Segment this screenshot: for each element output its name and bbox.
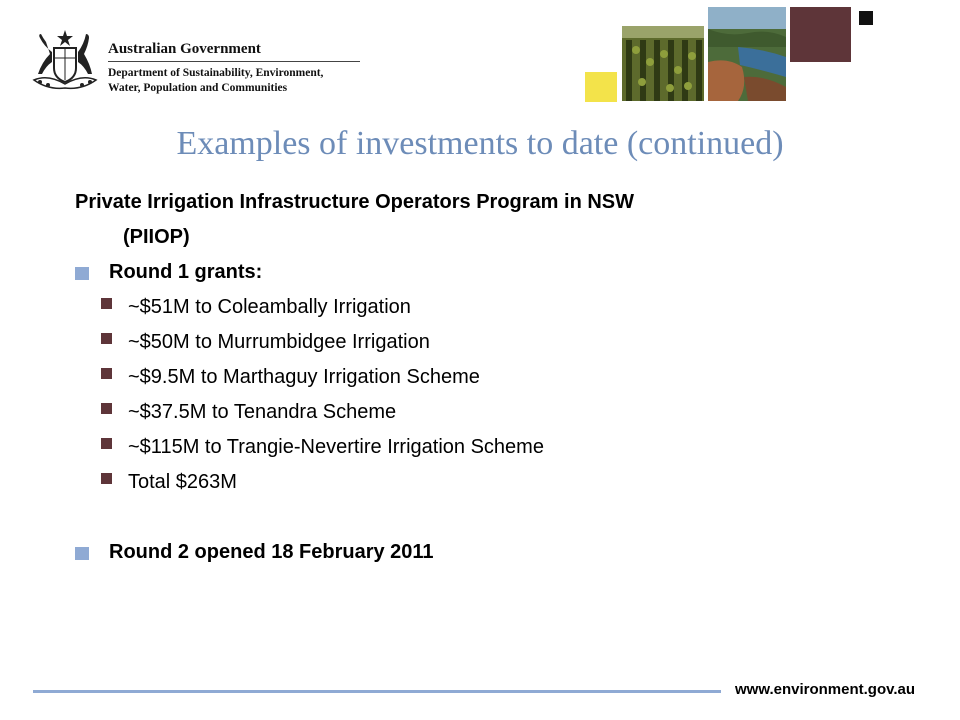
grant-text: ~$51M to Coleambally Irrigation: [128, 296, 411, 318]
river-photo: [708, 7, 786, 101]
grant-text: ~$115M to Trangie-Nevertire Irrigation Scheme: [128, 436, 544, 458]
footer-website-link[interactable]: www.environment.gov.au: [735, 681, 916, 698]
bullet-square-icon: [75, 267, 89, 280]
spacer: [75, 500, 935, 535]
round-2-item: [75, 535, 935, 570]
grant-text: ~$9.5M to Marthaguy Irrigation Scheme: [128, 366, 480, 388]
footer-divider: [33, 690, 721, 693]
program-heading: [75, 185, 935, 255]
department-line-2: Water, Population and Communities: [108, 82, 288, 94]
slide-body: [75, 185, 935, 570]
crop-field-photo: [622, 26, 704, 101]
yellow-square: [585, 72, 617, 102]
round-1-label: Round 1 grants:: [109, 261, 263, 283]
header-decoration: [0, 0, 960, 110]
grant-text: ~$37.5M to Tenandra Scheme: [128, 401, 397, 423]
bullet-square-icon: [101, 473, 112, 484]
slide-title: Examples of investments to date (continued): [176, 125, 784, 162]
program-heading-line-1: Private Irrigation Infrastructure Operators Program in NSW: [75, 191, 635, 213]
grant-total-item: [75, 465, 935, 500]
grant-item: [75, 290, 935, 325]
maroon-square: [790, 7, 851, 62]
department-line-1: Department of Sustainability, Environment,: [108, 67, 324, 79]
bullet-square-icon: [101, 368, 112, 379]
bullet-square-icon: [101, 438, 112, 449]
grant-item: [75, 325, 935, 360]
program-heading-line-2: (PIIOP): [123, 226, 190, 248]
round-1-item: [75, 255, 935, 290]
grant-item: [75, 430, 935, 465]
bullet-square-icon: [101, 333, 112, 344]
bullet-square-icon: [101, 298, 112, 309]
bullet-square-icon: [75, 547, 89, 560]
bullet-square-icon: [101, 403, 112, 414]
round-2-label: Round 2 opened 18 February 2011: [109, 541, 434, 563]
grant-item: [75, 360, 935, 395]
grant-item: [75, 395, 935, 430]
government-name: Australian Government: [108, 41, 261, 57]
small-black-square: [859, 11, 873, 25]
grant-text: ~$50M to Murrumbidgee Irrigation: [128, 331, 430, 353]
grant-total-text: Total $263M: [128, 471, 237, 493]
